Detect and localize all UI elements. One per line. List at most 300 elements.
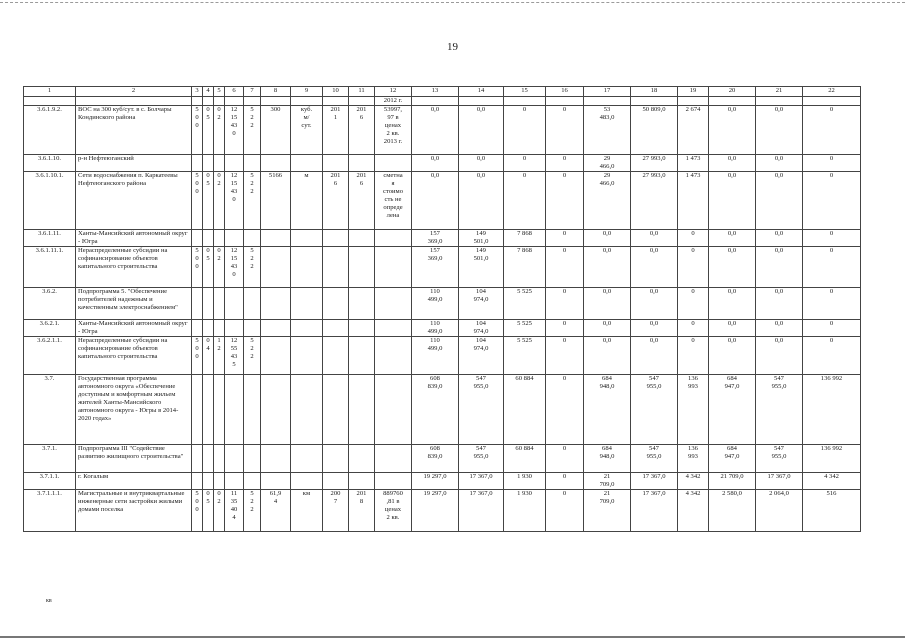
value-cell [261,337,291,375]
value-cell: 110 499,0 [412,320,459,337]
value-cell: 27 993,0 [631,172,678,230]
value-cell: 0,0 [709,337,756,375]
value-cell [214,320,225,337]
value-cell: 684 948,0 [584,375,631,445]
value-cell: 0 [678,230,709,247]
value-cell: 5166 [261,172,291,230]
value-cell: 0,0 [756,320,803,337]
value-cell: 0,0 [709,106,756,155]
row-code-cell: 3.6.1.10.1. [24,172,76,230]
value-cell: 12 15 43 0 [225,247,244,288]
value-cell: 29 466,0 [584,172,631,230]
column-header-19: 19 [678,87,709,97]
value-cell [203,445,214,473]
footer-mark: кв [46,598,52,604]
value-cell [349,445,375,473]
table-row [24,375,861,445]
column-header-13: 13 [412,87,459,97]
value-cell: 0 5 [203,247,214,288]
value-cell: 0 [546,337,584,375]
value-cell [375,473,412,490]
row-name-cell: Подпрограмма III "Содействие развитию жилищного строительства" [76,445,192,473]
value-cell [244,230,261,247]
value-cell: 19 297,0 [412,490,459,532]
value-cell: 0,0 [756,172,803,230]
table-row [24,473,861,490]
value-cell: 2 674 [678,106,709,155]
value-cell: 50 809,0 [631,106,678,155]
value-cell [192,473,203,490]
value-cell [192,230,203,247]
value-cell [214,155,225,172]
row-name-cell: Ханты-Мансийский автономный округ - Югра [76,320,192,337]
column-header-3: 3 [192,87,203,97]
value-cell: 110 499,0 [412,337,459,375]
value-cell [225,97,244,106]
value-cell: 0,0 [631,337,678,375]
value-cell [375,337,412,375]
value-cell [349,155,375,172]
value-cell [225,288,244,320]
value-cell: 684 947,0 [709,445,756,473]
value-cell [203,473,214,490]
value-cell: 684 948,0 [584,445,631,473]
value-cell: 0,0 [584,247,631,288]
value-cell: 5 2 2 [244,337,261,375]
value-cell: 29 466,0 [584,155,631,172]
value-cell: 7 868 [504,230,546,247]
value-cell: 4 342 [678,490,709,532]
row-code-cell: 3.6.1.9.2. [24,106,76,155]
value-cell: 21 709,0 [584,473,631,490]
column-header-8: 8 [261,87,291,97]
value-cell [291,473,323,490]
value-cell [261,288,291,320]
value-cell: 0 [678,320,709,337]
value-cell: 0 [803,247,861,288]
row-name-cell: Нераспределенные субсидии на софинансирование объектов капитального строительства [76,247,192,288]
value-cell [261,375,291,445]
value-cell: 0,0 [709,230,756,247]
value-cell: 0 5 [203,172,214,230]
value-cell [214,230,225,247]
table-row [24,106,861,155]
value-cell: 0 5 [203,106,214,155]
value-cell [225,230,244,247]
value-cell: 547 955,0 [756,445,803,473]
value-cell [349,337,375,375]
value-cell: 1 930 [504,473,546,490]
row-code-cell: 3.7.1.1. [24,473,76,490]
value-cell: 201 6 [323,172,349,230]
value-cell: 0 [546,473,584,490]
value-cell [375,375,412,445]
column-header-20: 20 [709,87,756,97]
value-cell: 0,0 [631,320,678,337]
value-cell [225,320,244,337]
value-cell: куб. м/ сут. [291,106,323,155]
value-cell: 19 297,0 [412,473,459,490]
value-cell: сметна я стоимо сть не опреде лена [375,172,412,230]
column-header-12: 12 [375,87,412,97]
value-cell [349,288,375,320]
value-cell: 0 [546,490,584,532]
table-row [24,230,861,247]
value-cell: 0,0 [756,230,803,247]
row-name-cell: г. Когалым [76,473,192,490]
column-header-16: 16 [546,87,584,97]
value-cell [323,337,349,375]
column-header-7: 7 [244,87,261,97]
value-cell [349,97,375,106]
value-cell [192,445,203,473]
value-cell: 1 473 [678,172,709,230]
value-cell: 0,0 [756,247,803,288]
table-body [24,97,861,532]
value-cell [375,247,412,288]
table-row [24,247,861,288]
value-cell [349,473,375,490]
value-cell: 149 501,0 [459,247,504,288]
value-cell: 61,9 4 [261,490,291,532]
value-cell: 547 955,0 [631,445,678,473]
column-number-row [24,87,861,97]
value-cell: 200 7 [323,490,349,532]
value-cell: 53997, 97 в ценах 2 кв. 2013 г. [375,106,412,155]
column-header-17: 17 [584,87,631,97]
value-cell: 300 [261,106,291,155]
value-cell: м [291,172,323,230]
value-cell: 149 501,0 [459,230,504,247]
value-cell: 60 884 [504,375,546,445]
value-cell: 136 992 [803,375,861,445]
value-cell [225,445,244,473]
value-cell: 0,0 [709,172,756,230]
value-cell: 5 2 2 [244,106,261,155]
row-code-cell: 3.7.1. [24,445,76,473]
value-cell: 0 [803,230,861,247]
value-cell [323,247,349,288]
value-cell [631,97,678,106]
value-cell: 201 6 [349,106,375,155]
value-cell: 5 0 0 [192,172,203,230]
value-cell: 0 [803,288,861,320]
value-cell [323,375,349,445]
value-cell: 0,0 [584,337,631,375]
value-cell: 608 839,0 [412,375,459,445]
value-cell: 5 0 0 [192,106,203,155]
value-cell [375,320,412,337]
value-cell: 12 15 43 0 [225,106,244,155]
value-cell: 0,0 [631,247,678,288]
value-cell [546,97,584,106]
value-cell: 0,0 [459,155,504,172]
value-cell: 0,0 [584,320,631,337]
row-code-cell: 3.6.2. [24,288,76,320]
value-cell [203,230,214,247]
value-cell [244,445,261,473]
value-cell: 5 525 [504,288,546,320]
row-name-cell: Государственная программа автономного округа «Обеспечение доступным и комфортным жильем жителей Ханты-Мансийского автономного округа - Югры в 2014-2020 годах» [76,375,192,445]
value-cell: 0,0 [756,155,803,172]
value-cell [291,288,323,320]
value-cell [803,97,861,106]
table-row [24,490,861,532]
value-cell [349,375,375,445]
value-cell: 5 2 2 [244,247,261,288]
value-cell: 17 367,0 [631,490,678,532]
value-cell: 0,0 [631,230,678,247]
value-cell: 0 2 [214,247,225,288]
value-cell: 516 [803,490,861,532]
value-cell [244,473,261,490]
value-cell: 0,0 [631,288,678,320]
column-header-9: 9 [291,87,323,97]
value-cell: 0 [546,106,584,155]
row-code-cell: 3.6.2.1.1. [24,337,76,375]
value-cell [225,155,244,172]
value-cell [375,155,412,172]
column-header-2: 2 [76,87,192,97]
column-header-6: 6 [225,87,244,97]
value-cell: 60 884 [504,445,546,473]
value-cell [375,230,412,247]
value-cell: 12 15 43 0 [225,172,244,230]
value-cell [261,473,291,490]
column-header-5: 5 [214,87,225,97]
value-cell [203,155,214,172]
value-cell: 21 709,0 [584,490,631,532]
row-name-cell: Магистральные и внутриквартальные инженерные сети застройки жилыми домами поселка [76,490,192,532]
table-row [24,155,861,172]
value-cell: 0 4 [203,337,214,375]
value-cell: 608 839,0 [412,445,459,473]
value-cell: 1 473 [678,155,709,172]
value-cell: 136 993 [678,445,709,473]
value-cell: 27 993,0 [631,155,678,172]
value-cell [192,97,203,106]
value-cell [291,320,323,337]
value-cell [261,320,291,337]
value-cell: 0 [504,172,546,230]
value-cell: 53 483,0 [584,106,631,155]
value-cell: 0 2 [214,172,225,230]
value-cell: 201 6 [349,172,375,230]
value-cell [349,230,375,247]
value-cell: 0,0 [709,288,756,320]
value-cell: км [291,490,323,532]
value-cell: 110 499,0 [412,288,459,320]
value-cell [323,320,349,337]
table-row [24,97,861,106]
value-cell [323,288,349,320]
value-cell [214,97,225,106]
value-cell [203,375,214,445]
value-cell [412,97,459,106]
value-cell: 104 974,0 [459,320,504,337]
value-cell [375,445,412,473]
value-cell: 0,0 [412,155,459,172]
column-header-10: 10 [323,87,349,97]
value-cell: 0,0 [756,106,803,155]
budget-table [23,86,861,532]
value-cell: 11 35 40 4 [225,490,244,532]
value-cell: 0 [546,155,584,172]
value-cell [375,288,412,320]
value-cell [584,97,631,106]
value-cell: 17 367,0 [459,490,504,532]
value-cell: 201 1 [323,106,349,155]
row-code-cell: 3.6.1.11.1. [24,247,76,288]
value-cell [192,288,203,320]
value-cell: 0 [504,106,546,155]
row-code-cell [24,97,76,106]
value-cell [214,473,225,490]
value-cell: 0 [546,445,584,473]
value-cell [192,155,203,172]
column-header-4: 4 [203,87,214,97]
value-cell [291,445,323,473]
value-cell [291,155,323,172]
row-name-cell: р-н Нефтеюганский [76,155,192,172]
value-cell: 0 [546,230,584,247]
value-cell: 547 955,0 [459,445,504,473]
row-code-cell: 3.6.1.10. [24,155,76,172]
table-row [24,320,861,337]
value-cell [225,473,244,490]
value-cell [291,375,323,445]
value-cell: 0 [678,247,709,288]
value-cell [192,375,203,445]
value-cell: 4 342 [803,473,861,490]
value-cell [756,97,803,106]
value-cell [244,288,261,320]
value-cell [214,288,225,320]
value-cell: 0 [546,172,584,230]
value-cell [261,155,291,172]
value-cell [291,97,323,106]
value-cell: 157 369,0 [412,247,459,288]
value-cell [261,97,291,106]
page-number: 19 [447,41,458,53]
value-cell [244,320,261,337]
value-cell: 5 525 [504,320,546,337]
value-cell: 0 [546,375,584,445]
value-cell [459,97,504,106]
value-cell: 0,0 [412,106,459,155]
value-cell: 104 974,0 [459,337,504,375]
value-cell: 0 [546,288,584,320]
value-cell [214,445,225,473]
value-cell [244,375,261,445]
value-cell [323,155,349,172]
table-row [24,172,861,230]
table-row [24,445,861,473]
row-code-cell: 3.6.2.1. [24,320,76,337]
value-cell: 5 2 2 [244,172,261,230]
table-row [24,288,861,320]
value-cell: 0,0 [412,172,459,230]
table-row [24,337,861,375]
value-cell: 0,0 [756,288,803,320]
value-cell [261,247,291,288]
value-cell: 0 [546,320,584,337]
value-cell [709,97,756,106]
value-cell: 0 5 [203,490,214,532]
value-cell [261,445,291,473]
value-cell: 0,0 [584,288,631,320]
row-code-cell: 3.6.1.11. [24,230,76,247]
value-cell: 157 369,0 [412,230,459,247]
value-cell: 547 955,0 [459,375,504,445]
value-cell [244,155,261,172]
column-header-18: 18 [631,87,678,97]
value-cell [323,230,349,247]
value-cell: 17 367,0 [756,473,803,490]
value-cell [291,230,323,247]
value-cell: 136 992 [803,445,861,473]
value-cell [349,247,375,288]
column-header-21: 21 [756,87,803,97]
value-cell: 684 947,0 [709,375,756,445]
value-cell [203,320,214,337]
value-cell: 0 [803,337,861,375]
value-cell: 136 993 [678,375,709,445]
value-cell: 1 930 [504,490,546,532]
column-header-11: 11 [349,87,375,97]
value-cell [323,473,349,490]
value-cell: 0 [504,155,546,172]
column-header-14: 14 [459,87,504,97]
row-name-cell: Подпрограмма 5. "Обеспечение потребителей надежным и качественным электроснабжением" [76,288,192,320]
value-cell: 0 [803,172,861,230]
value-cell: 0,0 [709,155,756,172]
value-cell: 0,0 [459,106,504,155]
value-cell: 0 [803,320,861,337]
value-cell: 21 709,0 [709,473,756,490]
value-cell [214,375,225,445]
value-cell: 7 868 [504,247,546,288]
value-cell: 5 2 2 [244,490,261,532]
value-cell [323,445,349,473]
value-cell: 0 [803,155,861,172]
value-cell [203,97,214,106]
value-cell [504,97,546,106]
row-name-cell: Сети водоснабжения п. Каркатеевы Нефтеюганского района [76,172,192,230]
value-cell: 2012 г. [375,97,412,106]
value-cell: 0 2 [214,490,225,532]
value-cell: 5 0 0 [192,337,203,375]
value-cell [323,97,349,106]
value-cell: 0 2 [214,106,225,155]
value-cell [349,320,375,337]
value-cell [678,97,709,106]
value-cell [203,288,214,320]
value-cell: 12 55 43 5 [225,337,244,375]
value-cell: 5 0 0 [192,247,203,288]
value-cell: 1 2 [214,337,225,375]
value-cell: 2 064,0 [756,490,803,532]
row-code-cell: 3.7. [24,375,76,445]
value-cell [291,247,323,288]
value-cell: 0,0 [584,230,631,247]
value-cell: 201 8 [349,490,375,532]
row-name-cell: ВОС на 300 куб/сут. в с. Болчары Кондинского района [76,106,192,155]
value-cell: 5 0 0 [192,490,203,532]
value-cell: 0,0 [459,172,504,230]
value-cell: 5 525 [504,337,546,375]
value-cell: 0,0 [756,337,803,375]
